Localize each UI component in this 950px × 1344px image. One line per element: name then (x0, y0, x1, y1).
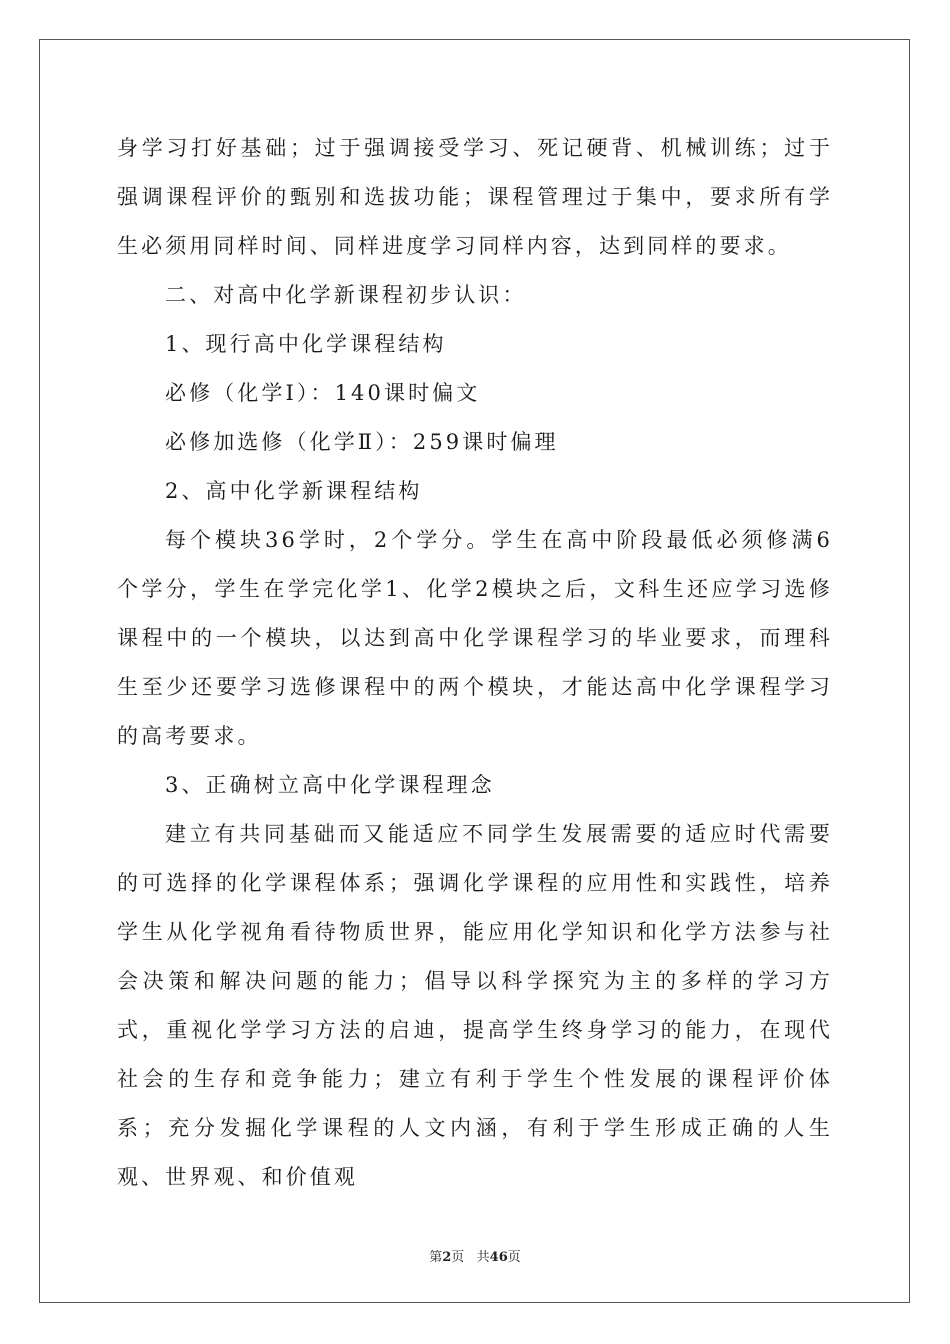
footer-current-page: 2 (442, 1250, 452, 1265)
footer-suffix: 页 (507, 1250, 521, 1265)
line-compulsory: 必修（化学Ⅰ）：140课时偏文 (165, 381, 481, 405)
subheading-2: 2、高中化学新课程结构 (165, 479, 423, 503)
document-body (117, 124, 833, 1202)
paragraph-modules: 每个模块36学时，2个学分。学生在高中阶段最低必须修满6个学分，学生在学完化学1、化学2模块之后，文科生还应学习选修课程中的一个模块，以达到高中化学课程学习的毕业要求，而理科生至少还要学习选修课程中的两个模块，才能达高中化学课程学习的高考要求。 (117, 528, 834, 748)
page-footer (0, 1246, 950, 1265)
line-compulsory-elective: 必修加选修（化学Ⅱ）：259课时偏理 (165, 430, 559, 454)
footer-total-pages: 46 (489, 1250, 508, 1265)
paragraph-1: 身学习打好基础；过于强调接受学习、死记硬背、机械训练；过于强调课程评价的甄别和选拔功能；课程管理过于集中，要求所有学生必须用同样时间、同样进度学习同样内容，达到同样的要求。 (117, 136, 833, 258)
section-heading-2: 二、对高中化学新课程初步认识： (165, 283, 527, 307)
footer-mid: 页 共 (451, 1250, 490, 1265)
subheading-3: 3、正确树立高中化学课程理念 (165, 773, 495, 797)
footer-prefix: 第 (429, 1250, 443, 1265)
subheading-1: 1、现行高中化学课程结构 (165, 332, 447, 356)
paragraph-philosophy: 建立有共同基础而又能适应不同学生发展需要的适应时代需要的可选择的化学课程体系；强调化学课程的应用性和实践性，培养学生从化学视角看待物质世界，能应用化学知识和化学方法参与社会决策和解决问题的能力；倡导以科学探究为主的多样的学习方式，重视化学学习方法的启迪，提高学生终身学习的能力，在现代社会的生存和竞争能力；建立有利于学生个性发展的课程评价体系；充分发掘化学课程的人文内涵，有利于学生形成正确的人生观、世界观、和价值观 (117, 822, 833, 1189)
